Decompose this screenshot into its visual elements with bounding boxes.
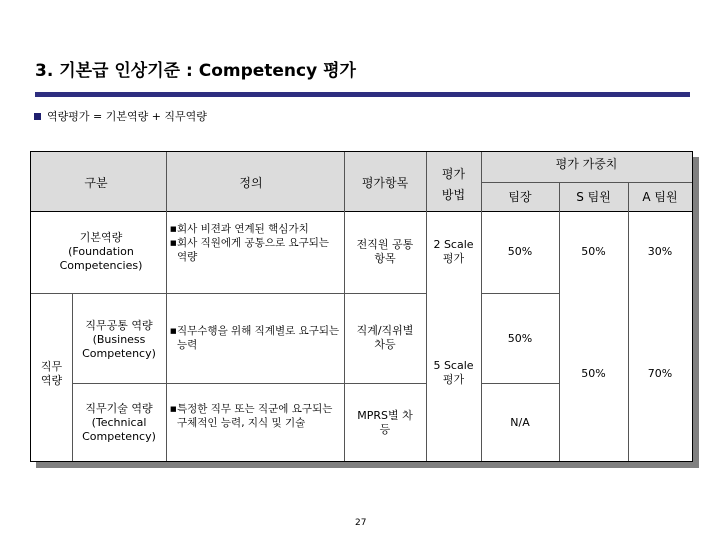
weight-a-member-foundation: 30%	[647, 245, 673, 258]
group-label-job: 직무 역량	[40, 360, 63, 387]
header-team-leader: 팀장	[508, 190, 532, 204]
row-label-foundation: 기본역량 (Foundation Competencies)	[59, 231, 143, 272]
items-foundation: 전직원 공통 항목	[356, 238, 414, 265]
grid-line	[628, 182, 629, 461]
page-number: 27	[355, 518, 367, 528]
page-title: 3. 기본급 인상기준 : Competency 평가	[35, 61, 356, 81]
list-item: ■ 특정한 직무 또는 직군에 요구되는 구체적인 능력, 지식 및 기술	[170, 403, 333, 429]
competency-table	[30, 151, 693, 462]
definition-foundation	[170, 222, 340, 264]
header-s-member: S 팀원	[576, 190, 611, 204]
definition-technical	[170, 402, 340, 430]
header-items: 평가항목	[361, 176, 409, 190]
grid-line	[72, 383, 426, 384]
method-foundation: 2 Scale 평가	[433, 238, 474, 265]
row-label-business: 직무공통 역량 (Business Competency)	[82, 319, 156, 360]
items-business: 직계/직위별 차등	[356, 324, 414, 351]
square-bullet-icon	[34, 113, 41, 120]
weight-a-member-job: 70%	[647, 367, 673, 380]
header-definition: 정의	[239, 176, 263, 190]
method-job: 5 Scale 평가	[433, 359, 474, 386]
grid-line	[481, 182, 692, 183]
grid-line	[31, 293, 426, 294]
weight-team-leader-technical: N/A	[510, 416, 530, 429]
header-a-member: A 팀원	[642, 190, 678, 204]
header-method: 평가 방법	[441, 167, 466, 202]
definition-business	[170, 324, 340, 352]
weight-team-leader-business: 50%	[507, 332, 533, 345]
weight-s-member-job: 50%	[581, 367, 606, 380]
row-label-technical: 직무기술 역량 (Technical Competency)	[82, 402, 156, 443]
list-item: ■ 회사 직원에게 공통으로 요구되는 역량	[170, 237, 330, 263]
header-gubun: 구분	[84, 176, 108, 190]
grid-line	[559, 182, 560, 461]
subtitle-text: 역량평가 = 기본역량 + 직무역량	[47, 110, 207, 123]
title-divider	[35, 92, 690, 97]
subtitle	[34, 108, 207, 124]
grid-line	[481, 293, 559, 294]
weight-team-leader-foundation: 50%	[507, 245, 533, 258]
grid-line	[166, 152, 167, 461]
items-technical: MPRS별 차 등	[357, 409, 413, 436]
weight-s-member-foundation: 50%	[581, 245, 606, 258]
header-weight: 평가 가중치	[555, 157, 618, 171]
list-item: ■ 직무수행을 위해 직계별로 요구되는 능력	[170, 325, 340, 351]
list-item: ■ 회사 비젼과 연계된 핵심가치	[170, 223, 309, 235]
grid-line	[481, 383, 559, 384]
